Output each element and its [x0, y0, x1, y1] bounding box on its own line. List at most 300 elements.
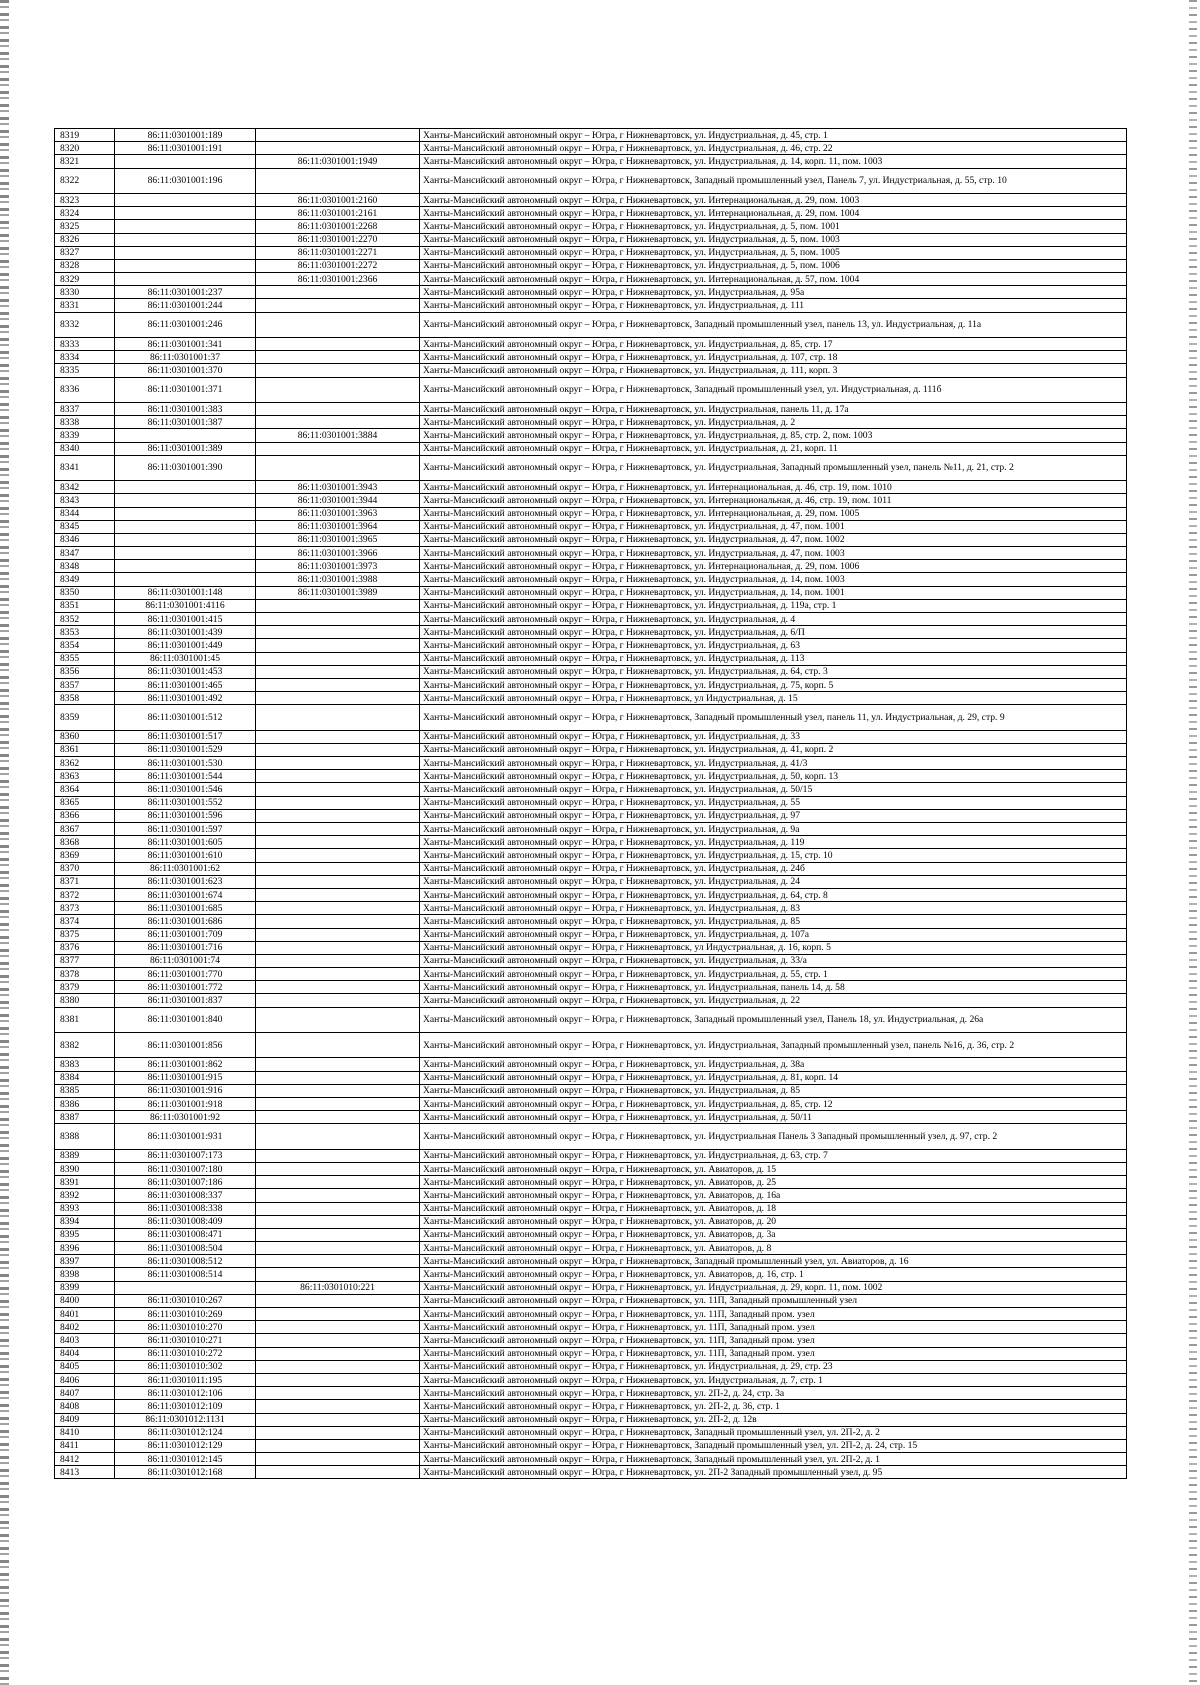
row-number-cell: 8395	[55, 1228, 115, 1241]
address-cell: Ханты-Мансийский автономный округ – Югра, г Нижневартовск, ул. Индустриальная, д. 14, корп. 11, пом. 1003	[420, 155, 1127, 168]
table-row	[55, 1162, 1127, 1175]
row-number-cell: 8408	[55, 1400, 115, 1413]
room-cadastral-number-cell	[256, 652, 420, 665]
table-row	[55, 954, 1127, 967]
room-cadastral-number-cell	[256, 757, 420, 770]
table-row	[55, 809, 1127, 822]
address-cell: Ханты-Мансийский автономный округ – Югра, г Нижневартовск, ул. Индустриальная, д. 46, стр. 22	[420, 142, 1127, 155]
cadastral-number-cell: 86:11:0301010:267	[115, 1294, 256, 1307]
table-row	[55, 796, 1127, 809]
cadastral-number-cell: 86:11:0301008:514	[115, 1268, 256, 1281]
row-number-cell: 8335	[55, 364, 115, 377]
address-cell: Ханты-Мансийский автономный округ – Югра, г Нижневартовск, ул. Индустриальная, д. 81, корп. 14	[420, 1071, 1127, 1084]
row-number-cell: 8379	[55, 981, 115, 994]
cadastral-number-cell: 86:11:0301001:709	[115, 928, 256, 941]
room-cadastral-number-cell	[256, 613, 420, 626]
cadastral-number-cell: 86:11:0301001:341	[115, 338, 256, 351]
table-row	[55, 1189, 1127, 1202]
table-row	[55, 1124, 1127, 1149]
row-number-cell: 8406	[55, 1373, 115, 1386]
table-row	[55, 233, 1127, 246]
address-cell: Ханты-Мансийский автономный округ – Югра, г Нижневартовск, ул. Индустриальная, д. 83	[420, 902, 1127, 915]
table-row	[55, 652, 1127, 665]
row-number-cell: 8399	[55, 1281, 115, 1294]
row-number-cell: 8329	[55, 273, 115, 286]
room-cadastral-number-cell: 86:11:0301001:2272	[256, 259, 420, 272]
address-cell: Ханты-Мансийский автономный округ – Югра, г Нижневартовск, ул. Индустриальная Панель 3 Западный промышленный узел, д. 97, стр. 2	[420, 1124, 1127, 1149]
table-row	[55, 586, 1127, 599]
address-cell: Ханты-Мансийский автономный округ – Югра, г Нижневартовск, ул. 11П, Западный пром. узел	[420, 1334, 1127, 1347]
room-cadastral-number-cell	[256, 1321, 420, 1334]
table-row	[55, 1373, 1127, 1386]
cadastral-number-cell: 86:11:0301001:189	[115, 129, 256, 142]
cadastral-number-cell	[115, 494, 256, 507]
cadastral-number-cell: 86:11:0301007:186	[115, 1176, 256, 1189]
table-row	[55, 312, 1127, 337]
table-row	[55, 1321, 1127, 1334]
row-number-cell: 8352	[55, 613, 115, 626]
room-cadastral-number-cell	[256, 1202, 420, 1215]
table-row	[55, 1360, 1127, 1373]
address-cell: Ханты-Мансийский автономный округ – Югра, г Нижневартовск, ул. Индустриальная, д. 47, пом. 1003	[420, 547, 1127, 560]
row-number-cell: 8331	[55, 299, 115, 312]
address-cell: Ханты-Мансийский автономный округ – Югра, г Нижневартовск, ул. Индустриальная, д. 107, стр. 18	[420, 351, 1127, 364]
table-row	[55, 1033, 1127, 1058]
room-cadastral-number-cell	[256, 1124, 420, 1149]
table-row	[55, 823, 1127, 836]
table-row	[55, 142, 1127, 155]
cadastral-number-cell	[115, 429, 256, 442]
cadastral-number-cell	[115, 520, 256, 533]
table-row	[55, 849, 1127, 862]
address-cell: Ханты-Мансийский автономный округ – Югра, г Нижневартовск, ул. Индустриальная, д. 119	[420, 836, 1127, 849]
address-cell: Ханты-Мансийский автономный округ – Югра, г Нижневартовск, ул. Индустриальная, д. 85	[420, 1084, 1127, 1097]
table-row	[55, 416, 1127, 429]
table-row	[55, 1347, 1127, 1360]
cadastral-number-cell	[115, 547, 256, 560]
cadastral-number-cell: 86:11:0301001:862	[115, 1058, 256, 1071]
cadastral-number-cell: 86:11:0301012:168	[115, 1466, 256, 1479]
address-cell: Ханты-Мансийский автономный округ – Югра, г Нижневартовск, ул Индустриальная, д. 16, корп. 5	[420, 941, 1127, 954]
address-cell: Ханты-Мансийский автономный округ – Югра, г Нижневартовск, ул. Индустриальная, Западный промышленный узел, панель №11, д. 21, стр. 2	[420, 455, 1127, 480]
address-cell: Ханты-Мансийский автономный округ – Югра, г Нижневартовск, Западный промышленный узел, ул. 2П-2, д. 24, стр. 15	[420, 1439, 1127, 1452]
table-row	[55, 560, 1127, 573]
address-cell: Ханты-Мансийский автономный округ – Югра, г Нижневартовск, ул. Индустриальная, д. 24	[420, 875, 1127, 888]
address-cell: Ханты-Мансийский автономный округ – Югра, г Нижневартовск, ул. Индустриальная, д. 111	[420, 299, 1127, 312]
row-number-cell: 8355	[55, 652, 115, 665]
address-cell: Ханты-Мансийский автономный округ – Югра, г Нижневартовск, Западный промышленный узел, панель 11, ул. Индустриальная, д. 29, стр. 9	[420, 705, 1127, 730]
room-cadastral-number-cell	[256, 1033, 420, 1058]
row-number-cell: 8356	[55, 665, 115, 678]
cadastral-number-cell: 86:11:0301011:195	[115, 1373, 256, 1386]
cadastral-number-cell: 86:11:0301001:45	[115, 652, 256, 665]
room-cadastral-number-cell	[256, 599, 420, 612]
room-cadastral-number-cell	[256, 402, 420, 415]
address-cell: Ханты-Мансийский автономный округ – Югра, г Нижневартовск, ул. Индустриальная, д. 107а	[420, 928, 1127, 941]
table-row	[55, 351, 1127, 364]
row-number-cell: 8322	[55, 168, 115, 193]
address-cell: Ханты-Мансийский автономный округ – Югра, г Нижневартовск, Западный промышленный узел, ул. Авиаторов, д. 16	[420, 1255, 1127, 1268]
cadastral-number-cell: 86:11:0301001:37	[115, 351, 256, 364]
table-row	[55, 402, 1127, 415]
cadastral-number-cell: 86:11:0301012:106	[115, 1387, 256, 1400]
cadastral-number-cell	[115, 273, 256, 286]
cadastral-number-cell	[115, 155, 256, 168]
row-number-cell: 8343	[55, 494, 115, 507]
cadastral-number-cell: 86:11:0301001:4116	[115, 599, 256, 612]
address-cell: Ханты-Мансийский автономный округ – Югра, г Нижневартовск, ул. Индустриальная, д. 97	[420, 809, 1127, 822]
row-number-cell: 8362	[55, 757, 115, 770]
room-cadastral-number-cell	[256, 1294, 420, 1307]
address-cell: Ханты-Мансийский автономный округ – Югра, г Нижневартовск, ул. Индустриальная, д. 75, корп. 5	[420, 678, 1127, 691]
room-cadastral-number-cell	[256, 312, 420, 337]
table-row	[55, 1426, 1127, 1439]
room-cadastral-number-cell	[256, 823, 420, 836]
cadastral-number-cell: 86:11:0301001:371	[115, 377, 256, 402]
table-row	[55, 1268, 1127, 1281]
room-cadastral-number-cell	[256, 836, 420, 849]
cadastral-number-cell: 86:11:0301001:931	[115, 1124, 256, 1149]
cadastral-number-cell: 86:11:0301010:302	[115, 1360, 256, 1373]
cadastral-number-cell: 86:11:0301001:148	[115, 586, 256, 599]
row-number-cell: 8340	[55, 442, 115, 455]
cadastral-number-cell: 86:11:0301001:390	[115, 455, 256, 480]
address-cell: Ханты-Мансийский автономный округ – Югра, г Нижневартовск, ул. Индустриальная, д. 14, пом. 1001	[420, 586, 1127, 599]
cadastral-number-cell: 86:11:0301001:492	[115, 692, 256, 705]
cadastral-number-cell: 86:11:0301001:544	[115, 770, 256, 783]
row-number-cell: 8394	[55, 1215, 115, 1228]
room-cadastral-number-cell: 86:11:0301001:3989	[256, 586, 420, 599]
address-cell: Ханты-Мансийский автономный округ – Югра, г Нижневартовск, ул. Индустриальная, д. 64, стр. 3	[420, 665, 1127, 678]
row-number-cell: 8381	[55, 1007, 115, 1032]
table-row	[55, 207, 1127, 220]
address-cell: Ханты-Мансийский автономный округ – Югра, г Нижневартовск, ул. Индустриальная, д. 85, стр. 17	[420, 338, 1127, 351]
cadastral-number-cell: 86:11:0301008:471	[115, 1228, 256, 1241]
cadastral-number-cell: 86:11:0301001:596	[115, 809, 256, 822]
scan-edge-right	[1189, 0, 1197, 1685]
table-row	[55, 168, 1127, 193]
room-cadastral-number-cell	[256, 941, 420, 954]
address-cell: Ханты-Мансийский автономный округ – Югра, г Нижневартовск, ул. Индустриальная, д. 14, пом. 1003	[420, 573, 1127, 586]
room-cadastral-number-cell: 86:11:0301001:3964	[256, 520, 420, 533]
table-row	[55, 1176, 1127, 1189]
address-cell: Ханты-Мансийский автономный округ – Югра, г Нижневартовск, ул. Интернациональная, д. 29, пом. 1006	[420, 560, 1127, 573]
cadastral-number-cell: 86:11:0301001:546	[115, 783, 256, 796]
cadastral-number-cell: 86:11:0301001:716	[115, 941, 256, 954]
row-number-cell: 8412	[55, 1453, 115, 1466]
row-number-cell: 8326	[55, 233, 115, 246]
address-cell: Ханты-Мансийский автономный округ – Югра, г Нижневартовск, Западный промышленный узел, панель 13, ул. Индустриальная, д. 11а	[420, 312, 1127, 337]
address-cell: Ханты-Мансийский автономный округ – Югра, г Нижневартовск, ул. Индустриальная, д. 5, пом. 1003	[420, 233, 1127, 246]
room-cadastral-number-cell	[256, 299, 420, 312]
cadastral-number-cell: 86:11:0301010:272	[115, 1347, 256, 1360]
cadastral-number-cell: 86:11:0301012:109	[115, 1400, 256, 1413]
row-number-cell: 8368	[55, 836, 115, 849]
cadastral-number-cell: 86:11:0301001:246	[115, 312, 256, 337]
table-row	[55, 573, 1127, 586]
cadastral-number-cell: 86:11:0301001:686	[115, 915, 256, 928]
cadastral-number-cell	[115, 220, 256, 233]
row-number-cell: 8370	[55, 862, 115, 875]
cadastral-number-cell	[115, 233, 256, 246]
row-number-cell: 8330	[55, 286, 115, 299]
property-table	[54, 128, 1127, 1479]
room-cadastral-number-cell	[256, 626, 420, 639]
cadastral-number-cell: 86:11:0301008:512	[115, 1255, 256, 1268]
table-row	[55, 364, 1127, 377]
row-number-cell: 8411	[55, 1439, 115, 1452]
cadastral-number-cell	[115, 207, 256, 220]
cadastral-number-cell: 86:11:0301001:370	[115, 364, 256, 377]
cadastral-number-cell: 86:11:0301010:271	[115, 1334, 256, 1347]
table-row	[55, 613, 1127, 626]
address-cell: Ханты-Мансийский автономный округ – Югра, г Нижневартовск, ул Индустриальная, д. 15	[420, 692, 1127, 705]
room-cadastral-number-cell	[256, 915, 420, 928]
cadastral-number-cell: 86:11:0301010:269	[115, 1308, 256, 1321]
row-number-cell: 8375	[55, 928, 115, 941]
room-cadastral-number-cell	[256, 129, 420, 142]
room-cadastral-number-cell	[256, 849, 420, 862]
cadastral-number-cell: 86:11:0301001:623	[115, 875, 256, 888]
room-cadastral-number-cell	[256, 1149, 420, 1162]
room-cadastral-number-cell	[256, 1189, 420, 1202]
table-row	[55, 1466, 1127, 1479]
row-number-cell: 8361	[55, 743, 115, 756]
table-row	[55, 1228, 1127, 1241]
row-number-cell: 8378	[55, 968, 115, 981]
cadastral-number-cell: 86:11:0301001:389	[115, 442, 256, 455]
address-cell: Ханты-Мансийский автономный округ – Югра, г Нижневартовск, Западный промышленный узел, ул. Индустриальная, д. 111б	[420, 377, 1127, 402]
row-number-cell: 8337	[55, 402, 115, 415]
address-cell: Ханты-Мансийский автономный округ – Югра, г Нижневартовск, ул. Индустриальная, д. 5, пом. 1006	[420, 259, 1127, 272]
address-cell: Ханты-Мансийский автономный округ – Югра, г Нижневартовск, ул. Индустриальная, д. 47, пом. 1001	[420, 520, 1127, 533]
table-row	[55, 1007, 1127, 1032]
cadastral-number-cell: 86:11:0301008:337	[115, 1189, 256, 1202]
room-cadastral-number-cell	[256, 364, 420, 377]
address-cell: Ханты-Мансийский автономный округ – Югра, г Нижневартовск, ул. Индустриальная, д. 111, корп. 3	[420, 364, 1127, 377]
row-number-cell: 8365	[55, 796, 115, 809]
cadastral-number-cell: 86:11:0301001:837	[115, 994, 256, 1007]
address-cell: Ханты-Мансийский автономный округ – Югра, г Нижневартовск, Западный промышленный узел, Панель 18, ул. Индустриальная, д. 26а	[420, 1007, 1127, 1032]
table-row	[55, 836, 1127, 849]
address-cell: Ханты-Мансийский автономный округ – Югра, г Нижневартовск, ул. Индустриальная, д. 33/а	[420, 954, 1127, 967]
cadastral-number-cell	[115, 507, 256, 520]
address-cell: Ханты-Мансийский автономный округ – Югра, г Нижневартовск, ул. Интернациональная, д. 46, стр. 19, пом. 1011	[420, 494, 1127, 507]
table-row	[55, 888, 1127, 901]
cadastral-number-cell: 86:11:0301001:918	[115, 1097, 256, 1110]
address-cell: Ханты-Мансийский автономный округ – Югра, г Нижневартовск, ул. Индустриальная, д. 50/15	[420, 783, 1127, 796]
table-row	[55, 455, 1127, 480]
table-row	[55, 1202, 1127, 1215]
room-cadastral-number-cell: 86:11:0301010:221	[256, 1281, 420, 1294]
table-row	[55, 639, 1127, 652]
table-row	[55, 902, 1127, 915]
room-cadastral-number-cell: 86:11:0301001:2160	[256, 193, 420, 206]
cadastral-number-cell: 86:11:0301008:338	[115, 1202, 256, 1215]
cadastral-number-cell	[115, 246, 256, 259]
address-cell: Ханты-Мансийский автономный округ – Югра, г Нижневартовск, ул. 2П-2, д. 12в	[420, 1413, 1127, 1426]
table-row	[55, 626, 1127, 639]
table-row	[55, 1387, 1127, 1400]
row-number-cell: 8391	[55, 1176, 115, 1189]
address-cell: Ханты-Мансийский автономный округ – Югра, г Нижневартовск, ул. Авиаторов, д. 25	[420, 1176, 1127, 1189]
table-row	[55, 770, 1127, 783]
room-cadastral-number-cell: 86:11:0301001:3965	[256, 533, 420, 546]
address-cell: Ханты-Мансийский автономный округ – Югра, г Нижневартовск, ул. Авиаторов, д. 3а	[420, 1228, 1127, 1241]
row-number-cell: 8380	[55, 994, 115, 1007]
room-cadastral-number-cell	[256, 639, 420, 652]
cadastral-number-cell: 86:11:0301001:610	[115, 849, 256, 862]
cadastral-number-cell: 86:11:0301001:237	[115, 286, 256, 299]
room-cadastral-number-cell	[256, 1439, 420, 1452]
room-cadastral-number-cell	[256, 981, 420, 994]
row-number-cell: 8334	[55, 351, 115, 364]
row-number-cell: 8344	[55, 507, 115, 520]
cadastral-number-cell	[115, 573, 256, 586]
table-row	[55, 862, 1127, 875]
room-cadastral-number-cell	[256, 1084, 420, 1097]
row-number-cell: 8336	[55, 377, 115, 402]
table-row	[55, 259, 1127, 272]
address-cell: Ханты-Мансийский автономный округ – Югра, г Нижневартовск, ул. Индустриальная, д. 4	[420, 613, 1127, 626]
row-number-cell: 8348	[55, 560, 115, 573]
room-cadastral-number-cell	[256, 705, 420, 730]
address-cell: Ханты-Мансийский автономный округ – Югра, г Нижневартовск, ул. Индустриальная, д. 119а, стр. 1	[420, 599, 1127, 612]
address-cell: Ханты-Мансийский автономный округ – Югра, г Нижневартовск, ул. Интернациональная, д. 29, пом. 1005	[420, 507, 1127, 520]
address-cell: Ханты-Мансийский автономный округ – Югра, г Нижневартовск, ул. Авиаторов, д. 16, стр. 1	[420, 1268, 1127, 1281]
room-cadastral-number-cell: 86:11:0301001:2161	[256, 207, 420, 220]
row-number-cell: 8402	[55, 1321, 115, 1334]
table-row	[55, 968, 1127, 981]
room-cadastral-number-cell	[256, 1228, 420, 1241]
row-number-cell: 8353	[55, 626, 115, 639]
room-cadastral-number-cell: 86:11:0301001:3884	[256, 429, 420, 442]
table-row	[55, 665, 1127, 678]
address-cell: Ханты-Мансийский автономный округ – Югра, г Нижневартовск, ул. Индустриальная, д. 64, стр. 8	[420, 888, 1127, 901]
address-cell: Ханты-Мансийский автономный округ – Югра, г Нижневартовск, ул. 2П-2, д. 36, стр. 1	[420, 1400, 1127, 1413]
address-cell: Ханты-Мансийский автономный округ – Югра, г Нижневартовск, ул. Индустриальная, д. 47, пом. 1002	[420, 533, 1127, 546]
cadastral-number-cell: 86:11:0301001:605	[115, 836, 256, 849]
room-cadastral-number-cell	[256, 1400, 420, 1413]
row-number-cell: 8338	[55, 416, 115, 429]
table-row	[55, 494, 1127, 507]
scan-edge-left	[0, 0, 9, 1685]
cadastral-number-cell: 86:11:0301010:270	[115, 1321, 256, 1334]
address-cell: Ханты-Мансийский автономный округ – Югра, г Нижневартовск, ул. 11П, Западный пром. узел	[420, 1308, 1127, 1321]
room-cadastral-number-cell	[256, 1453, 420, 1466]
room-cadastral-number-cell: 86:11:0301001:2366	[256, 273, 420, 286]
address-cell: Ханты-Мансийский автономный округ – Югра, г Нижневартовск, ул. 11П, Западный промышленный узел	[420, 1294, 1127, 1307]
cadastral-number-cell: 86:11:0301008:504	[115, 1242, 256, 1255]
row-number-cell: 8407	[55, 1387, 115, 1400]
table-row	[55, 1453, 1127, 1466]
address-cell: Ханты-Мансийский автономный округ – Югра, г Нижневартовск, ул. 2П-2, д. 24, стр. 3а	[420, 1387, 1127, 1400]
cadastral-number-cell	[115, 259, 256, 272]
cadastral-number-cell: 86:11:0301012:145	[115, 1453, 256, 1466]
address-cell: Ханты-Мансийский автономный округ – Югра, г Нижневартовск, ул. Авиаторов, д. 8	[420, 1242, 1127, 1255]
row-number-cell: 8389	[55, 1149, 115, 1162]
table-row	[55, 757, 1127, 770]
table-row	[55, 1242, 1127, 1255]
row-number-cell: 8387	[55, 1111, 115, 1124]
room-cadastral-number-cell	[256, 928, 420, 941]
room-cadastral-number-cell	[256, 1058, 420, 1071]
room-cadastral-number-cell	[256, 1347, 420, 1360]
address-cell: Ханты-Мансийский автономный округ – Югра, г Нижневартовск, ул. Индустриальная, д. 55	[420, 796, 1127, 809]
room-cadastral-number-cell	[256, 455, 420, 480]
cadastral-number-cell: 86:11:0301001:449	[115, 639, 256, 652]
address-cell: Ханты-Мансийский автономный округ – Югра, г Нижневартовск, ул. Интернациональная, д. 29, пом. 1003	[420, 193, 1127, 206]
room-cadastral-number-cell: 86:11:0301001:3966	[256, 547, 420, 560]
property-table-body	[55, 129, 1127, 1479]
room-cadastral-number-cell: 86:11:0301001:3943	[256, 481, 420, 494]
cadastral-number-cell: 86:11:0301007:173	[115, 1149, 256, 1162]
room-cadastral-number-cell	[256, 862, 420, 875]
room-cadastral-number-cell: 86:11:0301001:3963	[256, 507, 420, 520]
cadastral-number-cell	[115, 193, 256, 206]
row-number-cell: 8321	[55, 155, 115, 168]
table-row	[55, 875, 1127, 888]
row-number-cell: 8374	[55, 915, 115, 928]
table-row	[55, 220, 1127, 233]
table-row	[55, 599, 1127, 612]
address-cell: Ханты-Мансийский автономный округ – Югра, г Нижневартовск, ул. Индустриальная, д. 5, пом. 1005	[420, 246, 1127, 259]
row-number-cell: 8409	[55, 1413, 115, 1426]
room-cadastral-number-cell	[256, 442, 420, 455]
room-cadastral-number-cell	[256, 1466, 420, 1479]
table-row	[55, 928, 1127, 941]
table-row	[55, 286, 1127, 299]
address-cell: Ханты-Мансийский автономный округ – Югра, г Нижневартовск, ул. Индустриальная, д. 95а	[420, 286, 1127, 299]
table-row	[55, 730, 1127, 743]
address-cell: Ханты-Мансийский автономный округ – Югра, г Нижневартовск, ул. Индустриальная, д. 63	[420, 639, 1127, 652]
row-number-cell: 8350	[55, 586, 115, 599]
row-number-cell: 8372	[55, 888, 115, 901]
room-cadastral-number-cell	[256, 888, 420, 901]
row-number-cell: 8369	[55, 849, 115, 862]
row-number-cell: 8377	[55, 954, 115, 967]
room-cadastral-number-cell	[256, 1373, 420, 1386]
address-cell: Ханты-Мансийский автономный округ – Югра, г Нижневартовск, ул. Индустриальная, д. 6/П	[420, 626, 1127, 639]
cadastral-number-cell: 86:11:0301001:915	[115, 1071, 256, 1084]
room-cadastral-number-cell	[256, 783, 420, 796]
row-number-cell: 8341	[55, 455, 115, 480]
row-number-cell: 8385	[55, 1084, 115, 1097]
room-cadastral-number-cell	[256, 168, 420, 193]
row-number-cell: 8371	[55, 875, 115, 888]
address-cell: Ханты-Мансийский автономный округ – Югра, г Нижневартовск, ул. Индустриальная, д. 45, стр. 1	[420, 129, 1127, 142]
table-row	[55, 273, 1127, 286]
table-row	[55, 520, 1127, 533]
cadastral-number-cell: 86:11:0301001:439	[115, 626, 256, 639]
address-cell: Ханты-Мансийский автономный округ – Югра, г Нижневартовск, ул. 11П, Западный пром. узел	[420, 1347, 1127, 1360]
room-cadastral-number-cell	[256, 1007, 420, 1032]
address-cell: Ханты-Мансийский автономный округ – Югра, г Нижневартовск, Западный промышленный узел, ул. 2П-2, д. 2	[420, 1426, 1127, 1439]
table-row	[55, 547, 1127, 560]
address-cell: Ханты-Мансийский автономный округ – Югра, г Нижневартовск, Западный промышленный узел, ул. 2П-2, д. 1	[420, 1453, 1127, 1466]
table-row	[55, 981, 1127, 994]
table-row	[55, 1255, 1127, 1268]
room-cadastral-number-cell	[256, 902, 420, 915]
address-cell: Ханты-Мансийский автономный округ – Югра, г Нижневартовск, ул. Индустриальная, панель 14, д. 58	[420, 981, 1127, 994]
address-cell: Ханты-Мансийский автономный округ – Югра, г Нижневартовск, ул. Индустриальная, д. 5, пом. 1001	[420, 220, 1127, 233]
row-number-cell: 8358	[55, 692, 115, 705]
cadastral-number-cell	[115, 533, 256, 546]
room-cadastral-number-cell: 86:11:0301001:2270	[256, 233, 420, 246]
cadastral-number-cell: 86:11:0301001:916	[115, 1084, 256, 1097]
cadastral-number-cell: 86:11:0301001:92	[115, 1111, 256, 1124]
room-cadastral-number-cell	[256, 1426, 420, 1439]
